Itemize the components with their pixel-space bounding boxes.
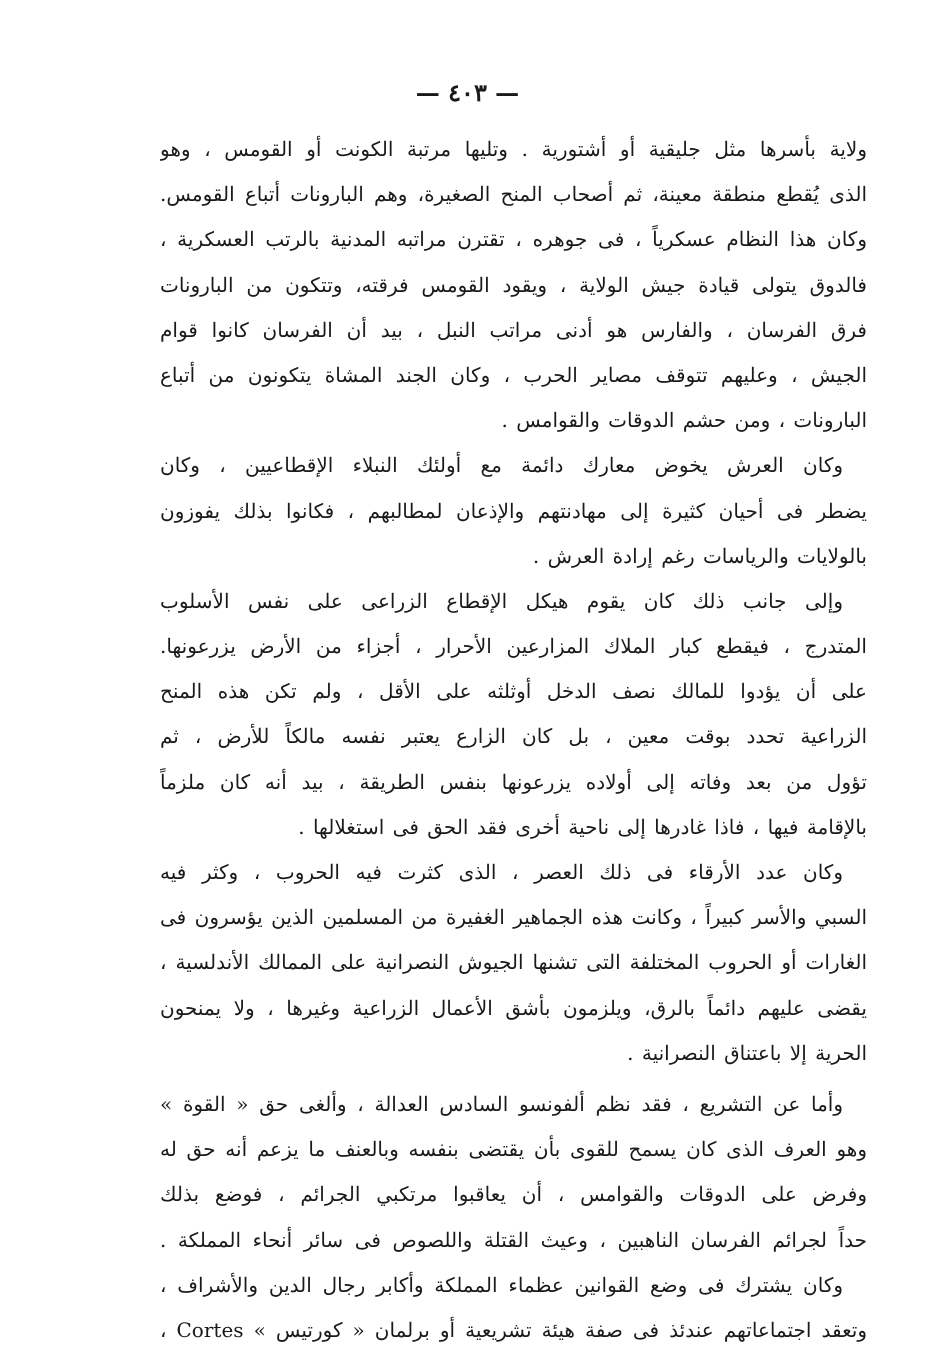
text-line: الجيش ، وعليهم تتوقف مصاير الحرب ، وكان الجند المشاة يتكونون من أتباع: [160, 362, 867, 387]
page-number: — ٤٠٣ —: [415, 78, 520, 107]
text-line: وكان هذا النظام عسكرياً ، فى جوهره ، تقترن مراتبه المدنية بالرتب العسكرية ،: [160, 227, 867, 252]
text-line: وإلى جانب ذلك كان يقوم هيكل الإقطاع الزراعى على نفس الأسلوب: [160, 588, 843, 613]
text-line: وكان العرش يخوض معارك دائمة مع أولئك النبلاء الإقطاعيين ، وكان: [160, 453, 843, 478]
body-text: [160, 127, 867, 1353]
text-line: بالإقامة فيها ، فاذا غادرها إلى ناحية أخرى فقد الحق فى استغلالها .: [298, 814, 867, 839]
text-line: فالدوق يتولى قيادة جيش الولاية ، ويقود القومس فرقته، وتتكون من البارونات: [160, 272, 867, 297]
text-line: الزراعية تحدد بوقت معين ، بل كان الزارع يعتبر نفسه مالكاً للأرض ، ثم: [160, 724, 867, 749]
text-line: وكان عدد الأرقاء فى ذلك العصر ، الذى كثرت فيه الحروب ، وكثر فيه: [160, 860, 843, 884]
text-line: الذى يُقطع منطقة معينة، ثم أصحاب المنح الصغيرة، وهم البارونات أتباع القومس.: [160, 182, 867, 207]
text-line: وأما عن التشريع ، فقد نظم ألفونسو السادس العدالة ، وألغى حق « القوة »: [160, 1091, 843, 1116]
text-line: يقضى عليهم دائماً بالرق، ويلزمون بأشق الأعمال الزراعية وغيرها ، ولا يمنحون: [160, 995, 867, 1020]
text-line: المتدرج ، فيقطع كبار الملاك المزارعين الأحرار ، أجزاء من الأرض يزرعونها.: [160, 634, 867, 659]
text-line: حداً لجرائم الفرسان الناهبين ، وعيث القتلة واللصوص فى سائر أنحاء المملكة .: [160, 1227, 867, 1252]
text-line: السبي والأسر كبيراً ، وكانت هذه الجماهير الغفيرة من المسلمين الذين يؤسرون فى: [160, 905, 867, 930]
text-line: ولاية بأسرها مثل جليقية أو أشتورية . وتليها مرتبة الكونت أو القومس ، وهو: [160, 137, 867, 161]
text-line: تؤول من بعد وفاته إلى أولاده يزرعونها بنفس الطريقة ، بيد أنه كان ملزماً: [160, 769, 867, 794]
text-line: وهو العرف الذى كان يسمح للقوى بأن يقتضى بنفسه وبالعنف ما يزعم أنه حق له: [160, 1137, 867, 1162]
text-line: الحرية إلا باعتناق النصرانية .: [627, 1040, 867, 1065]
text-line: وفرض على الدوقات والقوامس ، أن يعاقبوا مرتكبي الجرائم ، فوضع بذلك: [160, 1182, 867, 1207]
text-line: على أن يؤدوا للمالك نصف الدخل أوثلثه على الأقل ، ولم تكن هذه المنح: [160, 679, 867, 704]
text-line: الغارات أو الحروب المختلفة التى تشنها الجيوش النصرانية على الممالك الأندلسية ،: [160, 950, 867, 975]
text-line: يضطر فى أحيان كثيرة إلى مهادنتهم والإذعان لمطالبهم ، فكانوا بذلك يفوزون: [160, 498, 867, 523]
text-line: البارونات ، ومن حشم الدوقات والقوامس .: [501, 408, 867, 433]
text-line: وتعقد اجتماعاتهم عندئذ فى صفة هيئة تشريعية أو برلمان « كورتيس » Cortes ،: [160, 1317, 867, 1342]
text-line: فرق الفرسان ، والفارس هو أدنى مراتب النبل ، بيد أن الفرسان كانوا قوام: [160, 317, 867, 342]
text-line: بالولايات والرياسات رغم إرادة العرش .: [532, 543, 867, 568]
text-line: وكان يشترك فى وضع القوانين عظماء المملكة وأكابر رجال الدين والأشراف ،: [160, 1272, 843, 1297]
